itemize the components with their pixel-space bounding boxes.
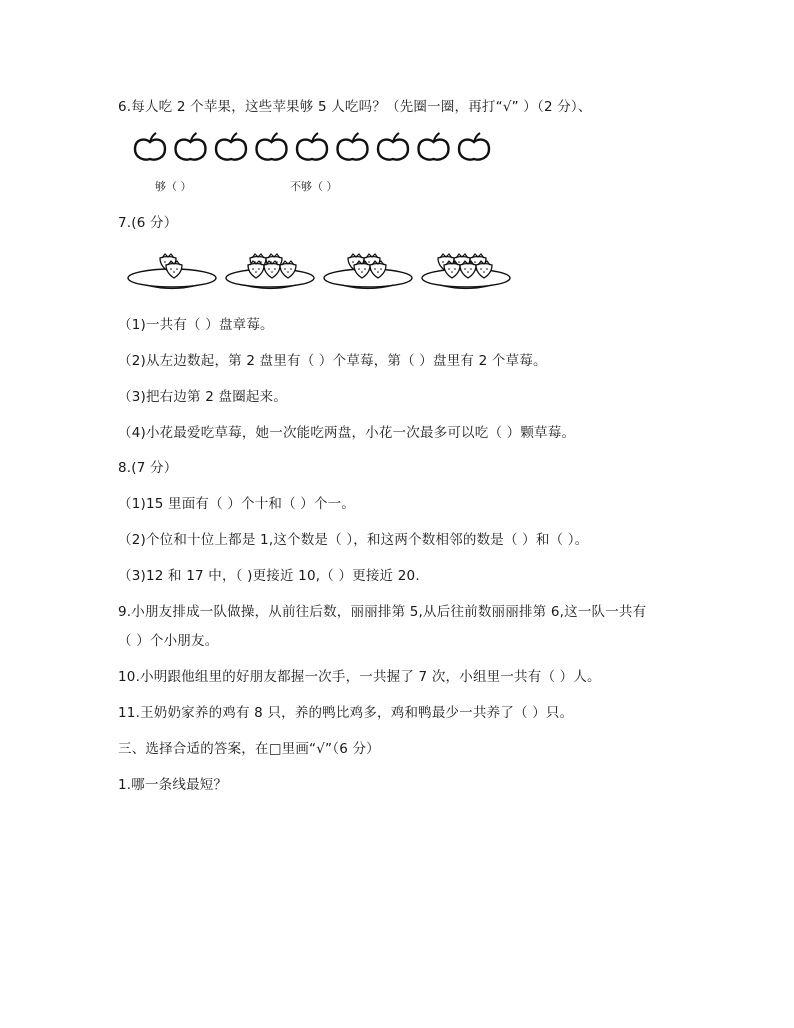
q10-text: 10.小明跟他组里的好朋友都握一次手，一共握了 7 次，小组里一共有（ ）人。 bbox=[118, 669, 601, 685]
plate-2 bbox=[226, 254, 314, 289]
apple-icon bbox=[338, 133, 368, 160]
q7-title: 7.(6 分） bbox=[118, 215, 178, 231]
section3-q1: 1.哪一条线最短？ bbox=[118, 777, 228, 793]
plate-1 bbox=[128, 254, 216, 289]
q8-sub1: （1)15 里面有（ ）个十和（ ）个一。 bbox=[118, 496, 356, 512]
q9-line1: 9.小朋友排成一队做操，从前往后数，丽丽排第 5,从后往前数丽丽排第 6,这一队一共有 bbox=[118, 604, 647, 620]
q11-text: 11.王奶奶家养的鸡有 8 只，养的鸭比鸡多，鸡和鸭最少一共养了（ ）只。 bbox=[118, 705, 574, 721]
apple-icon bbox=[459, 133, 489, 160]
q9-line2: （ ）个小朋友。 bbox=[118, 633, 219, 649]
apple-icon bbox=[378, 133, 408, 160]
q8-sub2: （2)个位和十位上都是 1,这个数是（ ），和这两个数相邻的数是（ ）和（ ）。 bbox=[118, 532, 589, 548]
q6-enough-label: 够（ ） bbox=[155, 180, 192, 193]
section3-heading: 三、选择合适的答案，在□里画“√”（6 分） bbox=[118, 741, 380, 757]
apples-illustration bbox=[134, 132, 514, 172]
plate-3 bbox=[324, 254, 412, 289]
q7-sub3: （3)把右边第 2 盘圈起来。 bbox=[118, 389, 288, 405]
q6-not-enough-label: 不够（ ） bbox=[290, 180, 338, 193]
q7-sub2: （2)从左边数起，第 2 盘里有（ ）个草莓，第（ ）盘里有 2 个草莓。 bbox=[118, 353, 547, 369]
apple-icon bbox=[419, 133, 449, 160]
q7-sub4: （4)小花最爱吃草莓，她一次能吃两盘，小花一次最多可以吃（ ）颗草莓。 bbox=[118, 425, 576, 441]
apple-icon bbox=[216, 133, 246, 160]
plate-4 bbox=[422, 254, 510, 289]
apple-icon bbox=[135, 133, 165, 160]
q8-sub3: （3)12 和 17 中，（ )更接近 10,（ ）更接近 20. bbox=[118, 568, 420, 584]
q6-text: 6.每人吃 2 个苹果，这些苹果够 5 人吃吗？（先圈一圈，再打“√” ）（2 分）、 bbox=[118, 99, 592, 115]
apple-icon bbox=[176, 133, 206, 160]
apple-icon bbox=[297, 133, 327, 160]
strawberry-plates-illustration bbox=[124, 248, 524, 298]
apple-icon bbox=[257, 133, 287, 160]
q8-title: 8.(7 分） bbox=[118, 460, 178, 476]
q7-sub1: （1)一共有（ ）盘章莓。 bbox=[118, 317, 274, 333]
